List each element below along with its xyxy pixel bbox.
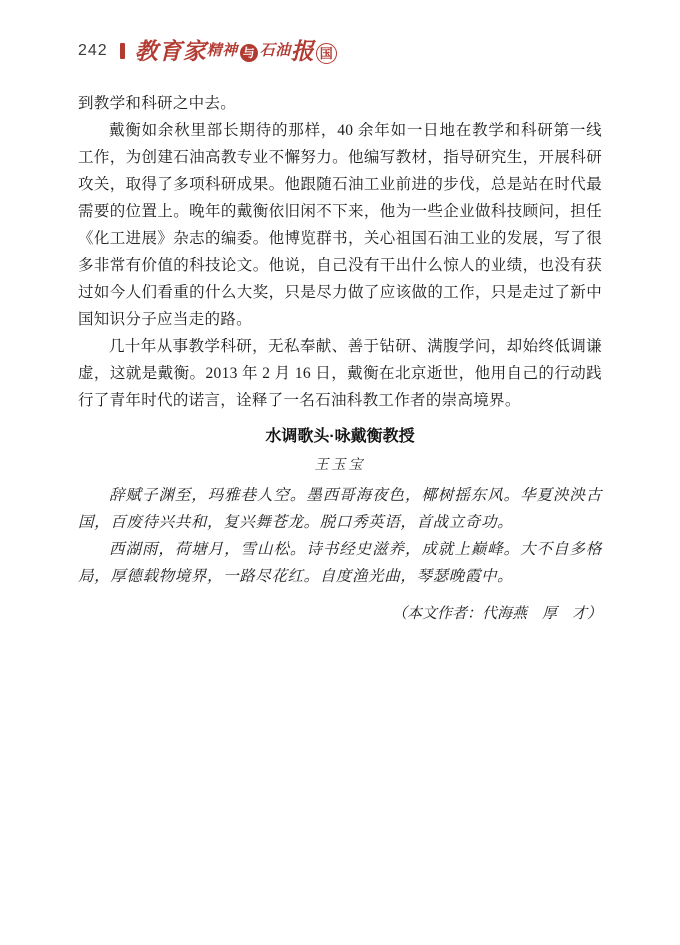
guo-circled-icon: 国 (316, 43, 337, 64)
poem-title: 水调歌头·咏戴衡教授 (265, 428, 415, 445)
author-attribution: （本文作者：代海燕 厚 才） (391, 606, 602, 622)
brand-text-petroleum: 石油 (259, 42, 291, 59)
page-header (78, 36, 602, 66)
poem-author: 王玉宝 (314, 458, 366, 473)
book-title-logo (135, 39, 337, 64)
brand-text-educator: 教育家 (134, 38, 207, 64)
page-body (78, 90, 602, 628)
poem-stanza-2: 西湖雨，荷塘月，雪山松。诗书经史滋养，成就上巅峰。大不自多格局，厚德载物境界，一路尽花红。自度渔光曲，琴瑟晚霞中。 (78, 541, 602, 585)
page-number: 242 (78, 42, 108, 59)
brand-text-spirit: 精神 (206, 42, 238, 59)
yu-disc-icon: 与 (240, 44, 258, 62)
body-paragraph-career: 戴衡如余秋里部长期待的那样，40 余年如一日地在教学和科研第一线工作，为创建石油高教专业不懈努力。他编写教材，指导研究生，开展科研攻关，取得了多项科研成果。他跟随石油工业前进的步伐，总是站在时代最需要的位置上。晚年的戴衡依旧闲不下来，他为一些企业做科技顾问，担任《化工进展》杂志的编委。他博览群书，关心祖国石油工业的发展，写了很多非常有价值的科技论文。他说，自己没有干出什么惊人的业绩，也没有获过如今人们看重的什么大奖，只是尽力做了应该做的工作，只是走过了新中国知识分子应当走的路。 (78, 122, 602, 328)
poem-stanza-1: 辞赋子渊至，玛雅巷人空。墨西哥海夜色，椰树摇东风。华夏泱泱古国，百废待兴共和，复兴舞苍龙。脱口秀英语，首战立奇功。 (78, 487, 602, 531)
brand-text-serve: 报 (290, 38, 315, 64)
header-divider-bar (120, 43, 125, 59)
body-paragraph-continuation: 到教学和科研之中去。 (78, 95, 237, 112)
body-paragraph-legacy: 几十年从事教学科研，无私奉献、善于钻研、满腹学问，却始终低调谦虚，这就是戴衡。2013 年 2 月 16 日，戴衡在北京逝世，他用自己的行动践行了青年时代的诺言，诠释了一名石油科教工作者的崇高境界。 (78, 338, 602, 409)
